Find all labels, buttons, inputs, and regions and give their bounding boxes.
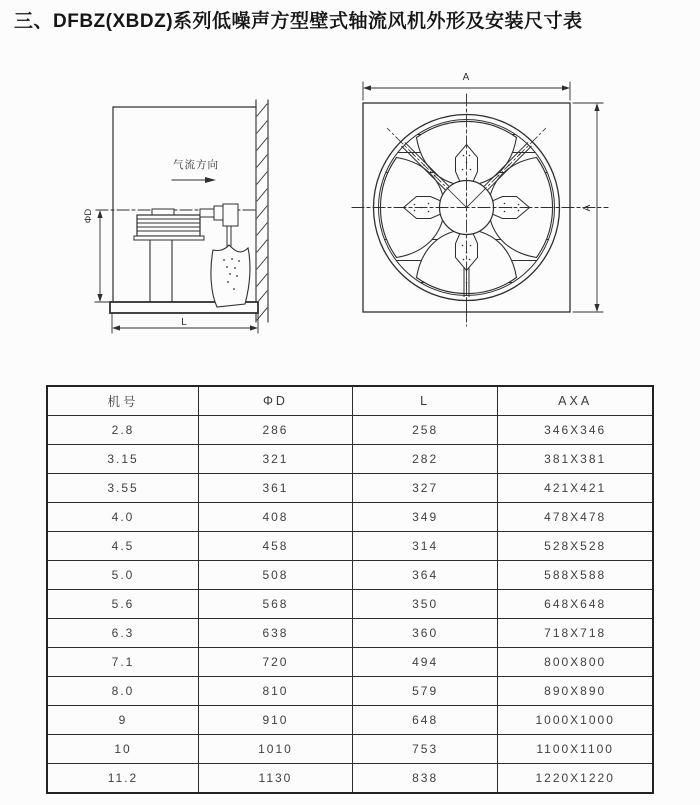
table-cell: 1010 xyxy=(199,735,353,764)
front-view-drawing xyxy=(352,72,608,326)
table-row xyxy=(47,706,653,735)
table-cell: 381X381 xyxy=(498,445,653,474)
length-dimension xyxy=(112,314,258,333)
table-row xyxy=(47,735,653,764)
table-cell: 648X648 xyxy=(498,590,653,619)
diameter-dimension xyxy=(83,209,113,302)
table-cell: 720 xyxy=(199,648,353,677)
table-row xyxy=(47,503,653,532)
table-cell: 408 xyxy=(199,503,353,532)
table-cell: 753 xyxy=(352,735,497,764)
table-cell: 11.2 xyxy=(47,764,199,794)
table-cell: 458 xyxy=(199,532,353,561)
impeller-blade xyxy=(211,226,250,307)
table-cell: 314 xyxy=(352,532,497,561)
table-cell: 258 xyxy=(352,416,497,445)
table-cell: 350 xyxy=(352,590,497,619)
table-cell: 838 xyxy=(352,764,497,794)
table-cell: 718X718 xyxy=(498,619,653,648)
table-cell: 9 xyxy=(47,706,199,735)
table-cell: 810 xyxy=(199,677,353,706)
table-row xyxy=(47,648,653,677)
table-cell: 3.15 xyxy=(47,445,199,474)
table-row xyxy=(47,416,653,445)
table-cell: 508 xyxy=(199,561,353,590)
table-cell: 3.55 xyxy=(47,474,199,503)
table-cell: 360 xyxy=(352,619,497,648)
table-cell: 349 xyxy=(352,503,497,532)
table-cell: 5.6 xyxy=(47,590,199,619)
side-view-drawing xyxy=(83,100,268,333)
table-row xyxy=(47,677,653,706)
table-cell: 364 xyxy=(352,561,497,590)
column-header-diameter: ΦD xyxy=(199,386,353,416)
table-cell: 421X421 xyxy=(498,474,653,503)
table-row xyxy=(47,764,653,794)
table-cell: 286 xyxy=(199,416,353,445)
table-row xyxy=(47,561,653,590)
table-cell: 1000X1000 xyxy=(498,706,653,735)
table-row xyxy=(47,445,653,474)
table-cell: 890X890 xyxy=(498,677,653,706)
airflow-arrow-icon xyxy=(205,177,216,183)
table-cell: 282 xyxy=(352,445,497,474)
table-cell: 494 xyxy=(352,648,497,677)
table-cell: 478X478 xyxy=(498,503,653,532)
table-cell: 5.0 xyxy=(47,561,199,590)
table-header-row xyxy=(47,386,653,416)
airflow-direction xyxy=(172,158,219,183)
table-row xyxy=(47,590,653,619)
table-cell: 6.3 xyxy=(47,619,199,648)
table-cell: 10 xyxy=(47,735,199,764)
table-cell: 568 xyxy=(199,590,353,619)
table-cell: 7.1 xyxy=(47,648,199,677)
table-cell: 346X346 xyxy=(498,416,653,445)
table-cell: 327 xyxy=(352,474,497,503)
length-dim-label: L xyxy=(181,317,187,328)
table-cell: 1130 xyxy=(199,764,353,794)
table-cell: 4.5 xyxy=(47,532,199,561)
table-cell: 588X588 xyxy=(498,561,653,590)
page-title: 三、DFBZ(XBDZ)系列低噪声方型壁式轴流风机外形及安装尺寸表 xyxy=(14,11,583,32)
spec-table xyxy=(46,385,654,794)
column-header-length: L xyxy=(352,386,497,416)
table-cell: 1100X1100 xyxy=(498,735,653,764)
table-row xyxy=(47,619,653,648)
table-cell: 638 xyxy=(199,619,353,648)
diameter-dim-label: ΦD xyxy=(83,208,94,224)
table-cell: 579 xyxy=(352,677,497,706)
table-cell: 800X800 xyxy=(498,648,653,677)
table-cell: 648 xyxy=(352,706,497,735)
table-cell: 2.8 xyxy=(47,416,199,445)
table-cell: 528X528 xyxy=(498,532,653,561)
wall-section xyxy=(256,100,268,322)
table-cell: 321 xyxy=(199,445,353,474)
pedestal xyxy=(150,240,172,302)
table-cell: 8.0 xyxy=(47,677,199,706)
table-cell: 4.0 xyxy=(47,503,199,532)
column-header-model: 机号 xyxy=(47,386,199,416)
technical-drawings xyxy=(0,60,700,360)
table-row xyxy=(47,532,653,561)
spec-table-body xyxy=(47,416,653,794)
table-cell: 361 xyxy=(199,474,353,503)
table-cell: 1220X1220 xyxy=(498,764,653,794)
table-row xyxy=(47,474,653,503)
table-cell: 910 xyxy=(199,706,353,735)
shaft-assembly xyxy=(200,204,238,226)
airflow-direction-label: 气流方向 xyxy=(173,159,219,171)
width-dim-label: A xyxy=(462,72,470,83)
height-dim-label: A xyxy=(582,204,593,212)
motor xyxy=(134,209,204,240)
column-header-axa: AXA xyxy=(498,386,653,416)
